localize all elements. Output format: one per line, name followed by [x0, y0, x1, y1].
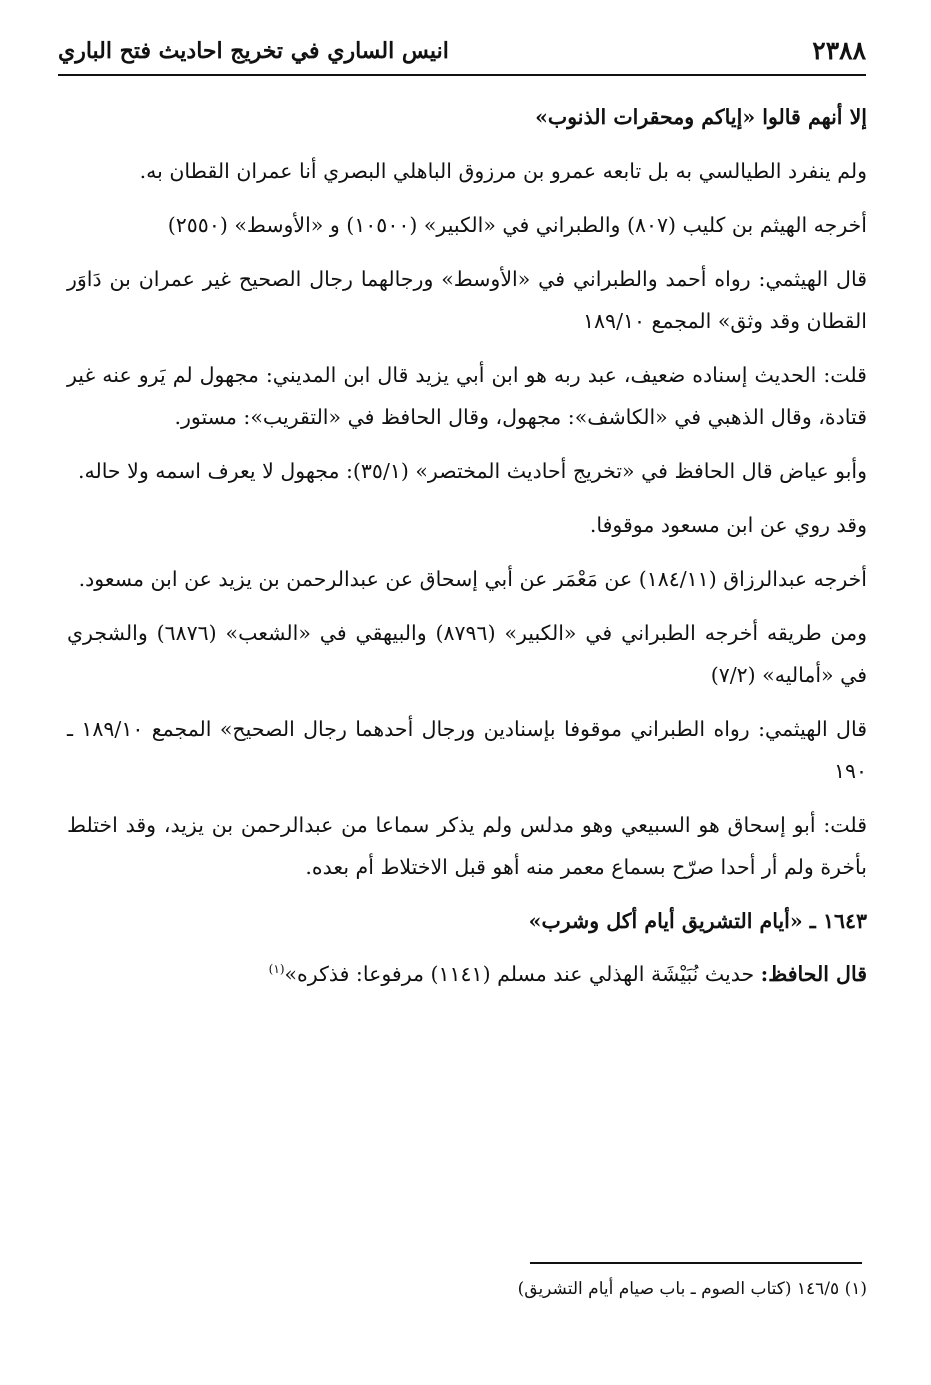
- main-text: [67, 96, 867, 1007]
- paragraph-9: ومن طريقه أخرجه الطبراني في «الكبير» (٨٧٩٦) والبيهقي في «الشعب» (٦٨٧٦) والشجري في «أماليه» (٧/٢): [67, 621, 868, 687]
- footnote: (١) ١٤٦/٥ (كتاب الصوم ـ باب صيام أيام التشريق): [517, 1279, 867, 1299]
- section-heading: ١٦٤٣ ـ «أيام التشريق أيام أكل وشرب»: [528, 909, 867, 933]
- paragraph-7: وقد روي عن ابن مسعود موقوفا.: [589, 513, 867, 537]
- hafiz-paragraph: [67, 948, 867, 995]
- footnote-divider: [530, 1262, 862, 1264]
- page-header: [58, 32, 866, 76]
- paragraph-10: قال الهيثمي: رواه الطبراني موقوفا بإسنادين ورجال أحدهما رجال الصحيح» المجمع ١٨٩/١٠ ـ ١٩٠: [67, 717, 867, 783]
- paragraph-5: قلت: الحديث إسناده ضعيف، عبد ربه هو ابن أبي يزيد قال ابن المديني: مجهول لم يَرو عنه غير قتادة، وقال الذهبي في «الكاشف»: مجهول، وقال الحافظ في «التقريب»: مستور.: [67, 363, 867, 429]
- paragraph-2: ولم ينفرد الطيالسي به بل تابعه عمرو بن مرزوق الباهلي البصري أنا عمران القطان به.: [139, 159, 867, 183]
- hafiz-text: حديث نُبَيْشَة الهذلي عند مسلم (١١٤١) مرفوعا: فذكره»: [284, 961, 755, 986]
- paragraph-1: إلا أنهم قالوا «إياكم ومحقرات الذنوب»: [535, 105, 867, 129]
- footnote-reference: (١): [268, 962, 285, 976]
- hafiz-label: قال الحافظ:: [760, 961, 867, 986]
- paragraph-8: أخرجه عبدالرزاق (١٨٤/١١) عن مَعْمَر عن أبي إسحاق عن عبدالرحمن بن يزيد عن ابن مسعود.: [78, 567, 867, 591]
- paragraph-4: قال الهيثمي: رواه أحمد والطبراني في «الأوسط» ورجالهما رجال الصحيح غير عمران بن دَاوَر القطان وقد وثق» المجمع ١٨٩/١٠: [67, 267, 867, 333]
- page-number: ٢٣٨٨: [812, 36, 866, 65]
- paragraph-3: أخرجه الهيثم بن كليب (٨٠٧) والطبراني في «الكبير» (١٠٥٠٠) و «الأوسط» (٢٥٥٠): [167, 213, 867, 237]
- paragraph-11: قلت: أبو إسحاق هو السبيعي وهو مدلس ولم يذكر سماعا من عبدالرحمن بن يزيد، وقد اختلط بأخرة ولم أر أحدا صرّح بسماع معمر منه أهو قبل الاختلاط أم بعده.: [67, 813, 867, 879]
- running-title: انيس الساري في تخريج احاديث فتح الباري: [58, 38, 449, 64]
- paragraph-6: وأبو عياض قال الحافظ في «تخريج أحاديث المختصر» (٣٥/١): مجهول لا يعرف اسمه ولا حاله.: [77, 459, 867, 483]
